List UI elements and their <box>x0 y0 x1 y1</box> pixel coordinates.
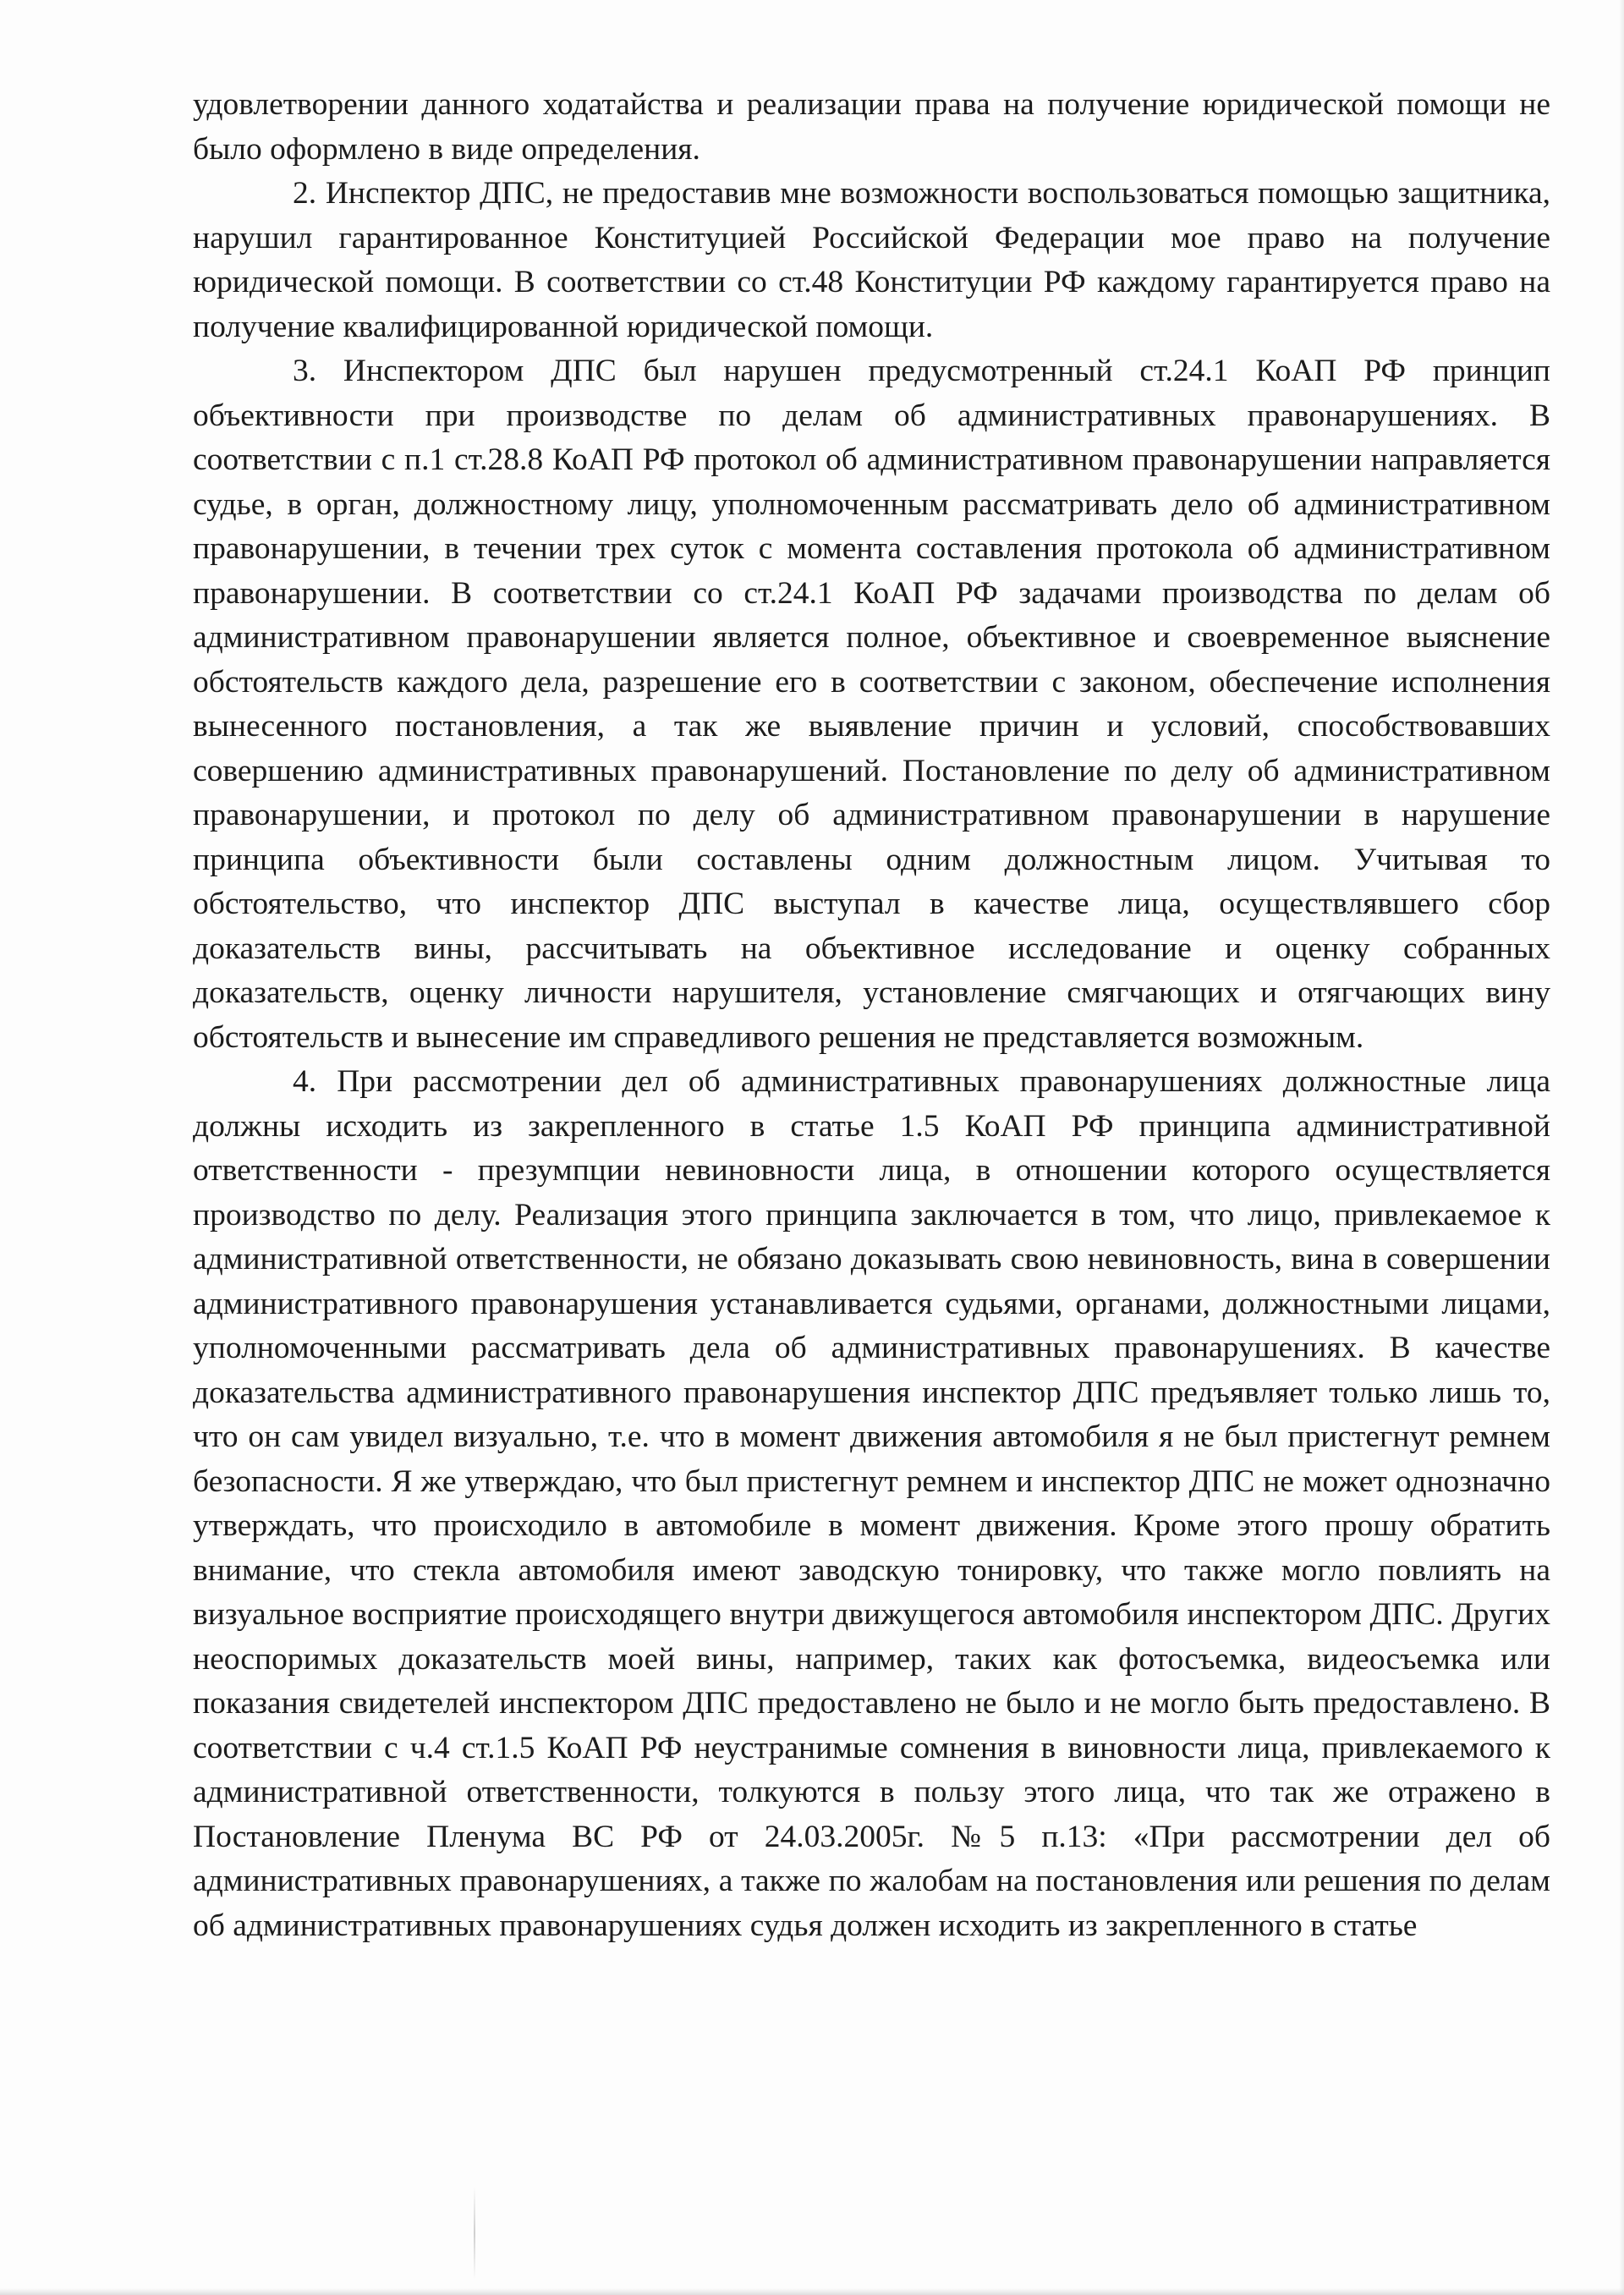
document-body <box>193 83 1550 1948</box>
scan-right-edge <box>1619 0 1624 2295</box>
scan-bottom-edge <box>0 2288 1624 2295</box>
paragraph-continuation: удовлетворении данного ходатайства и реализации права на получение юридической помощи не было оформлено в виде определения. <box>193 87 1550 167</box>
paragraph-item-3: 3. Инспектором ДПС был нарушен предусмотренный ст.24.1 КоАП РФ принцип объективности при производстве по делам об административных правонарушениях. В соответствии с п.1 ст.28.8 КоАП РФ протокол об административном правонарушении направляется судье, в орган, должностному лицу, уполномоченным рассматривать дело об административном правонарушении, в течении трех суток с момента составления протокола об административном правонарушении. В соответствии со ст.24.1 КоАП РФ задачами производства по делам об административном правонарушении является полное, объективное и своевременное выяснение обстоятельств каждого дела, разрешение его в соответствии с законом, обеспечение исполнения вынесенного постановления, а так же выявление причин и условий, способствовавших совершению административных правонарушений. Постановление по делу об административном правонарушении, и протокол по делу об административном правонарушении в нарушение принципа объективности были составлены одним должностным лицом. Учитывая то обстоятельство, что инспектор ДПС выступал в качестве лица, осуществлявшего сбор доказательств вины, рассчитывать на объективное исследование и оценку собранных доказательств, оценку личности нарушителя, установление смягчающих и отягчающих вину обстоятельств и вынесение им справедливого решения не представляется возможным. <box>193 354 1550 1055</box>
paragraph-item-2: 2. Инспектор ДПС, не предоставив мне возможности воспользоваться помощью защитника, нарушил гарантированное Конституцией Российской Федерации мое право на получение юридической помощи. В соответствии со ст.48 Конституции РФ каждому гарантируется право на получение квалифицированной юридической помощи. <box>193 176 1550 344</box>
scan-artifact-line <box>474 2187 475 2280</box>
paragraph-item-4: 4. При рассмотрении дел об административных правонарушениях должностные лица должны исходить из закрепленного в статье 1.5 КоАП РФ принципа административной ответственности - презумпции невиновности лица, в отношении которого осуществляется производство по делу. Реализация этого принципа заключается в том, что лицо, привлекаемое к административной ответственности, не обязано доказывать свою невиновность, вина в совершении административного правонарушения устанавливается судьями, органами, должностными лицами, уполномоченными рассматривать дела об административных правонарушениях. В качестве доказательства административного правонарушения инспектор ДПС предъявляет только лишь то, что он сам увидел визуально, т.е. что в момент движения автомобиля я не был пристегнут ремнем безопасности. Я же утверждаю, что был пристегнут ремнем и инспектор ДПС не может однозначно утверждать, что происходило в автомобиле в момент движения. Кроме этого прошу обратить внимание, что стекла автомобиля имеют заводскую тонировку, что также могло повлиять на визуальное восприятие происходящего внутри движущегося автомобиля инспектором ДПС. Других неоспоримых доказательств моей вины, например, таких как фотосъемка, видеосъемка или показания свидетелей инспектором ДПС предоставлено не было и не могло быть предоставлено. В соответствии с ч.4 ст.1.5 КоАП РФ неустранимые сомнения в виновности лица, привлекаемого к административной ответственности, толкуются в пользу этого лица, что так же отражено в Постановление Пленума ВС РФ от 24.03.2005г. №5 п.13: «При рассмотрении дел об административных правонарушениях, а также по жалобам на постановления или решения по делам об административных правонарушениях судья должен исходить из закрепленного в статье <box>193 1064 1550 1943</box>
